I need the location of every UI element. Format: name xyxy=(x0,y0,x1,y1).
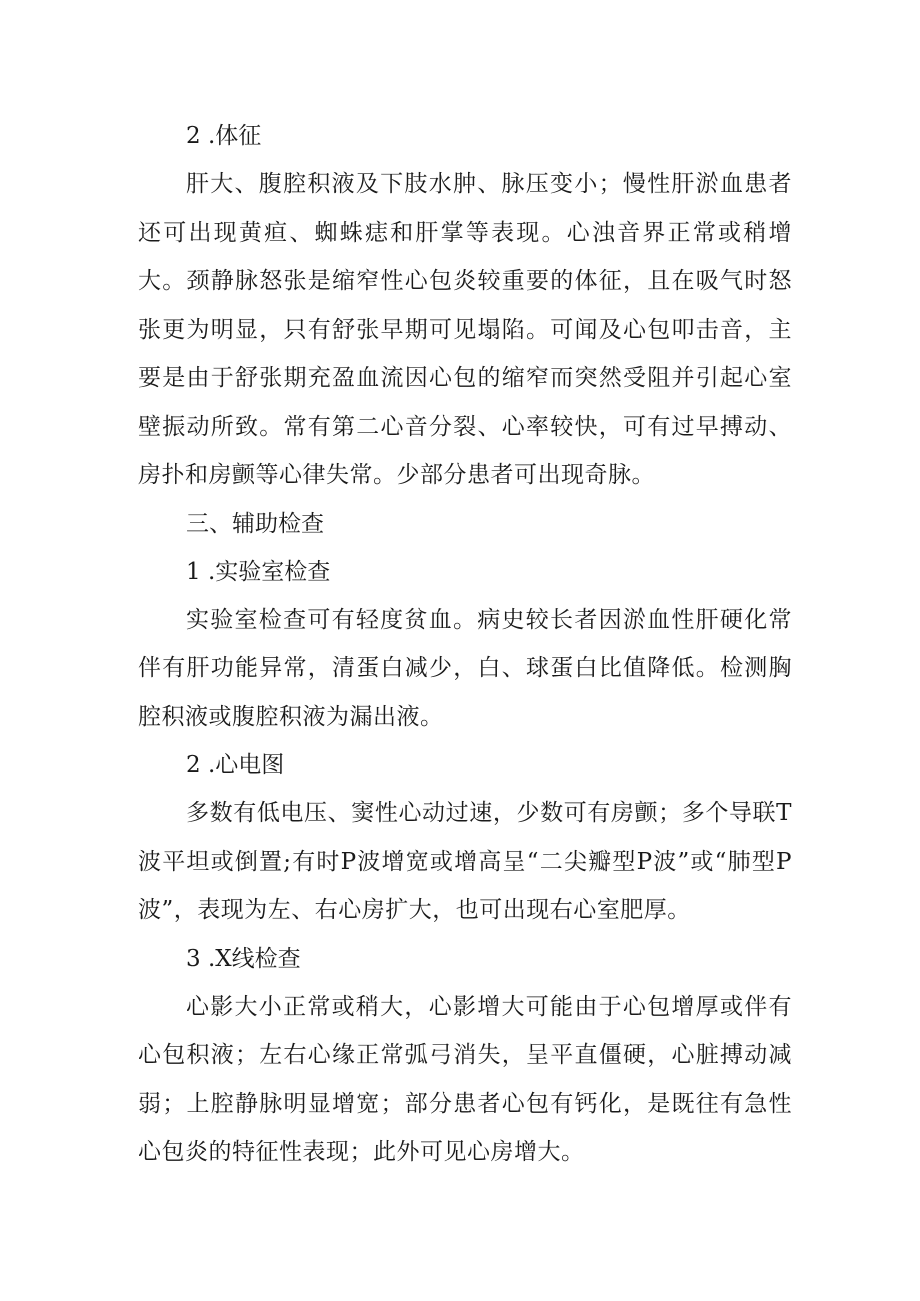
signs-paragraph: 肝大、腹腔积液及下肢水肿、脉压变小；慢性肝淤血患者还可出现黄疸、蜘蛛痣和肝掌等表现。心浊音界正常或稍增大。颈静脉怒张是缩窄性心包炎较重要的体征，且在吸气时怒张更为明显，只有舒张早期可见塌陷。可闻及心包叩击音，主要是由于舒张期充盈血流因心包的缩窄而突然受阻并引起心室壁振动所致。常有第二心音分裂、心率较快，可有过早搏动、房扑和房颤等心律失常。少部分患者可出现奇脉。 xyxy=(138,171,792,488)
signs-heading: 2 .体征 xyxy=(186,123,262,149)
aux-exam-heading: 三、辅助检查 xyxy=(186,510,324,537)
lab-exam-heading: 1 .实验室检查 xyxy=(186,558,331,585)
xray-paragraph: 心影大小正常或稍大，心影增大可能由于心包增厚或伴有心包积液；左右心缘正常弧弓消失，呈平直僵硬，心脏搏动减弱；上腔静脉明显增宽；部分患者心包有钙化，是既往有急性心包炎的特征性表现；此外可见心房增大。 xyxy=(138,993,792,1165)
ecg-paragraph: 多数有低电压、窦性心动过速，少数可有房颤；多个导联T波平坦或倒置;有时P波增宽或增高呈“二尖瓣型P波”或“肺型P波”，表现为左、右心房扩大，也可出现右心室肥厚。 xyxy=(138,800,792,923)
lab-exam-paragraph: 实验室检查可有轻度贫血。病史较长者因淤血性肝硬化常伴有肝功能异常，清蛋白减少，白、球蛋白比值降低。检测胸腔积液或腹腔积液为漏出液。 xyxy=(138,606,792,730)
xray-heading: 3 .X线检查 xyxy=(186,945,301,972)
ecg-heading: 2 .心电图 xyxy=(186,752,285,778)
document-page xyxy=(138,112,792,1177)
